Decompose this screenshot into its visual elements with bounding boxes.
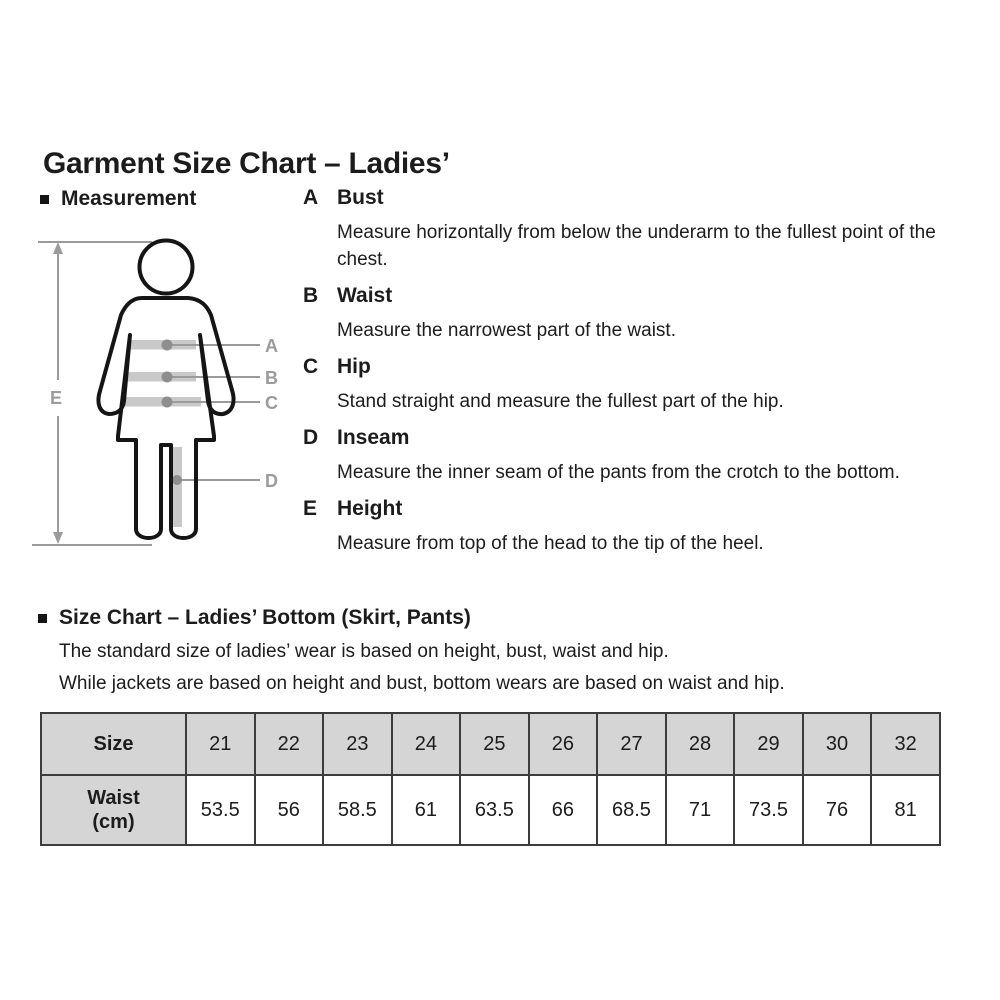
size-value-cell: 22 (255, 713, 324, 775)
waist-value-cell: 66 (529, 775, 598, 845)
item-name: Inseam (337, 426, 410, 449)
waist-value-cell: 73.5 (734, 775, 803, 845)
size-value-cell: 25 (460, 713, 529, 775)
item-letter: C (303, 355, 319, 378)
size-value-cell: 32 (871, 713, 940, 775)
size-chart-description-line: The standard size of ladies’ wear is based on height, bust, waist and hip. (59, 641, 669, 662)
measurement-item-height (303, 497, 983, 557)
size-value-cell: 21 (186, 713, 255, 775)
waist-value-cell: 71 (666, 775, 735, 845)
size-value-cell: 30 (803, 713, 872, 775)
size-chart-section-heading (38, 606, 471, 630)
item-description: Measure the narrowest part of the waist. (337, 320, 676, 341)
inseam-dot (172, 475, 182, 485)
size-value-cell: 29 (734, 713, 803, 775)
height-arrowhead-bottom (53, 532, 63, 544)
diagram-label-c: C (265, 393, 278, 413)
measurement-item-waist (303, 284, 983, 344)
waist-value-cell: 53.5 (186, 775, 255, 845)
measurement-item-heading (303, 497, 983, 521)
measurement-item-hip (303, 355, 983, 415)
size-value-cell: 24 (392, 713, 461, 775)
item-name: Height (337, 497, 403, 520)
waist-value-cell: 68.5 (597, 775, 666, 845)
size-table (40, 712, 941, 846)
height-arrowhead-top (53, 242, 63, 254)
size-chart-description-line: While jackets are based on height and bust, bottom wears are based on waist and hip. (59, 673, 785, 694)
measurement-section-heading (40, 187, 196, 211)
measurement-item-heading (303, 355, 983, 379)
measurement-item-heading (303, 284, 983, 308)
diagram-label-b: B (265, 368, 278, 388)
square-bullet-icon (40, 195, 49, 204)
size-value-cell: 28 (666, 713, 735, 775)
waist-label-line2: (cm) (92, 811, 135, 833)
size-value-cell: 26 (529, 713, 598, 775)
size-value-cell: 23 (323, 713, 392, 775)
size-row-label: Size (41, 713, 186, 775)
inseam-bar (173, 447, 182, 527)
item-name: Hip (337, 355, 371, 378)
bust-dot (162, 340, 173, 351)
diagram-label-e: E (50, 388, 63, 408)
page-title: Garment Size Chart – Ladies’ (43, 147, 450, 181)
measurement-item-bust (303, 186, 983, 273)
waist-value-cell: 61 (392, 775, 461, 845)
item-letter: A (303, 186, 319, 209)
measurement-item-heading (303, 186, 983, 210)
size-chart-heading-label: Size Chart – Ladies’ Bottom (Skirt, Pants) (59, 606, 471, 629)
item-letter: D (303, 426, 319, 449)
measurement-definitions (303, 186, 983, 568)
square-bullet-icon (38, 614, 47, 623)
size-value-cell: 27 (597, 713, 666, 775)
item-letter: E (303, 497, 318, 520)
item-description: Measure horizontally from below the underarm to the fullest point of the chest. (337, 222, 936, 270)
diagram-label-d: D (265, 471, 278, 491)
waist-value-cell: 56 (255, 775, 324, 845)
waist-row (41, 775, 940, 845)
body-measurement-diagram (30, 218, 290, 558)
size-chart-description (59, 636, 785, 700)
measurement-item-inseam (303, 426, 983, 486)
waist-value-cell: 58.5 (323, 775, 392, 845)
waist-value-cell: 76 (803, 775, 872, 845)
item-description: Measure from top of the head to the tip of the heel. (337, 533, 764, 554)
item-name: Bust (337, 186, 384, 209)
waist-dot (162, 372, 173, 383)
diagram-label-a: A (265, 336, 278, 356)
size-row (41, 713, 940, 775)
item-letter: B (303, 284, 319, 307)
waist-value-cell: 63.5 (460, 775, 529, 845)
waist-row-label (41, 775, 186, 845)
measurement-heading-label: Measurement (61, 187, 197, 210)
item-name: Waist (337, 284, 393, 307)
waist-value-cell: 81 (871, 775, 940, 845)
hip-dot (162, 397, 173, 408)
waist-label-line1: Waist (87, 787, 140, 809)
item-description: Measure the inner seam of the pants from the crotch to the bottom. (337, 462, 900, 483)
item-description: Stand straight and measure the fullest part of the hip. (337, 391, 784, 412)
measurement-item-heading (303, 426, 983, 450)
